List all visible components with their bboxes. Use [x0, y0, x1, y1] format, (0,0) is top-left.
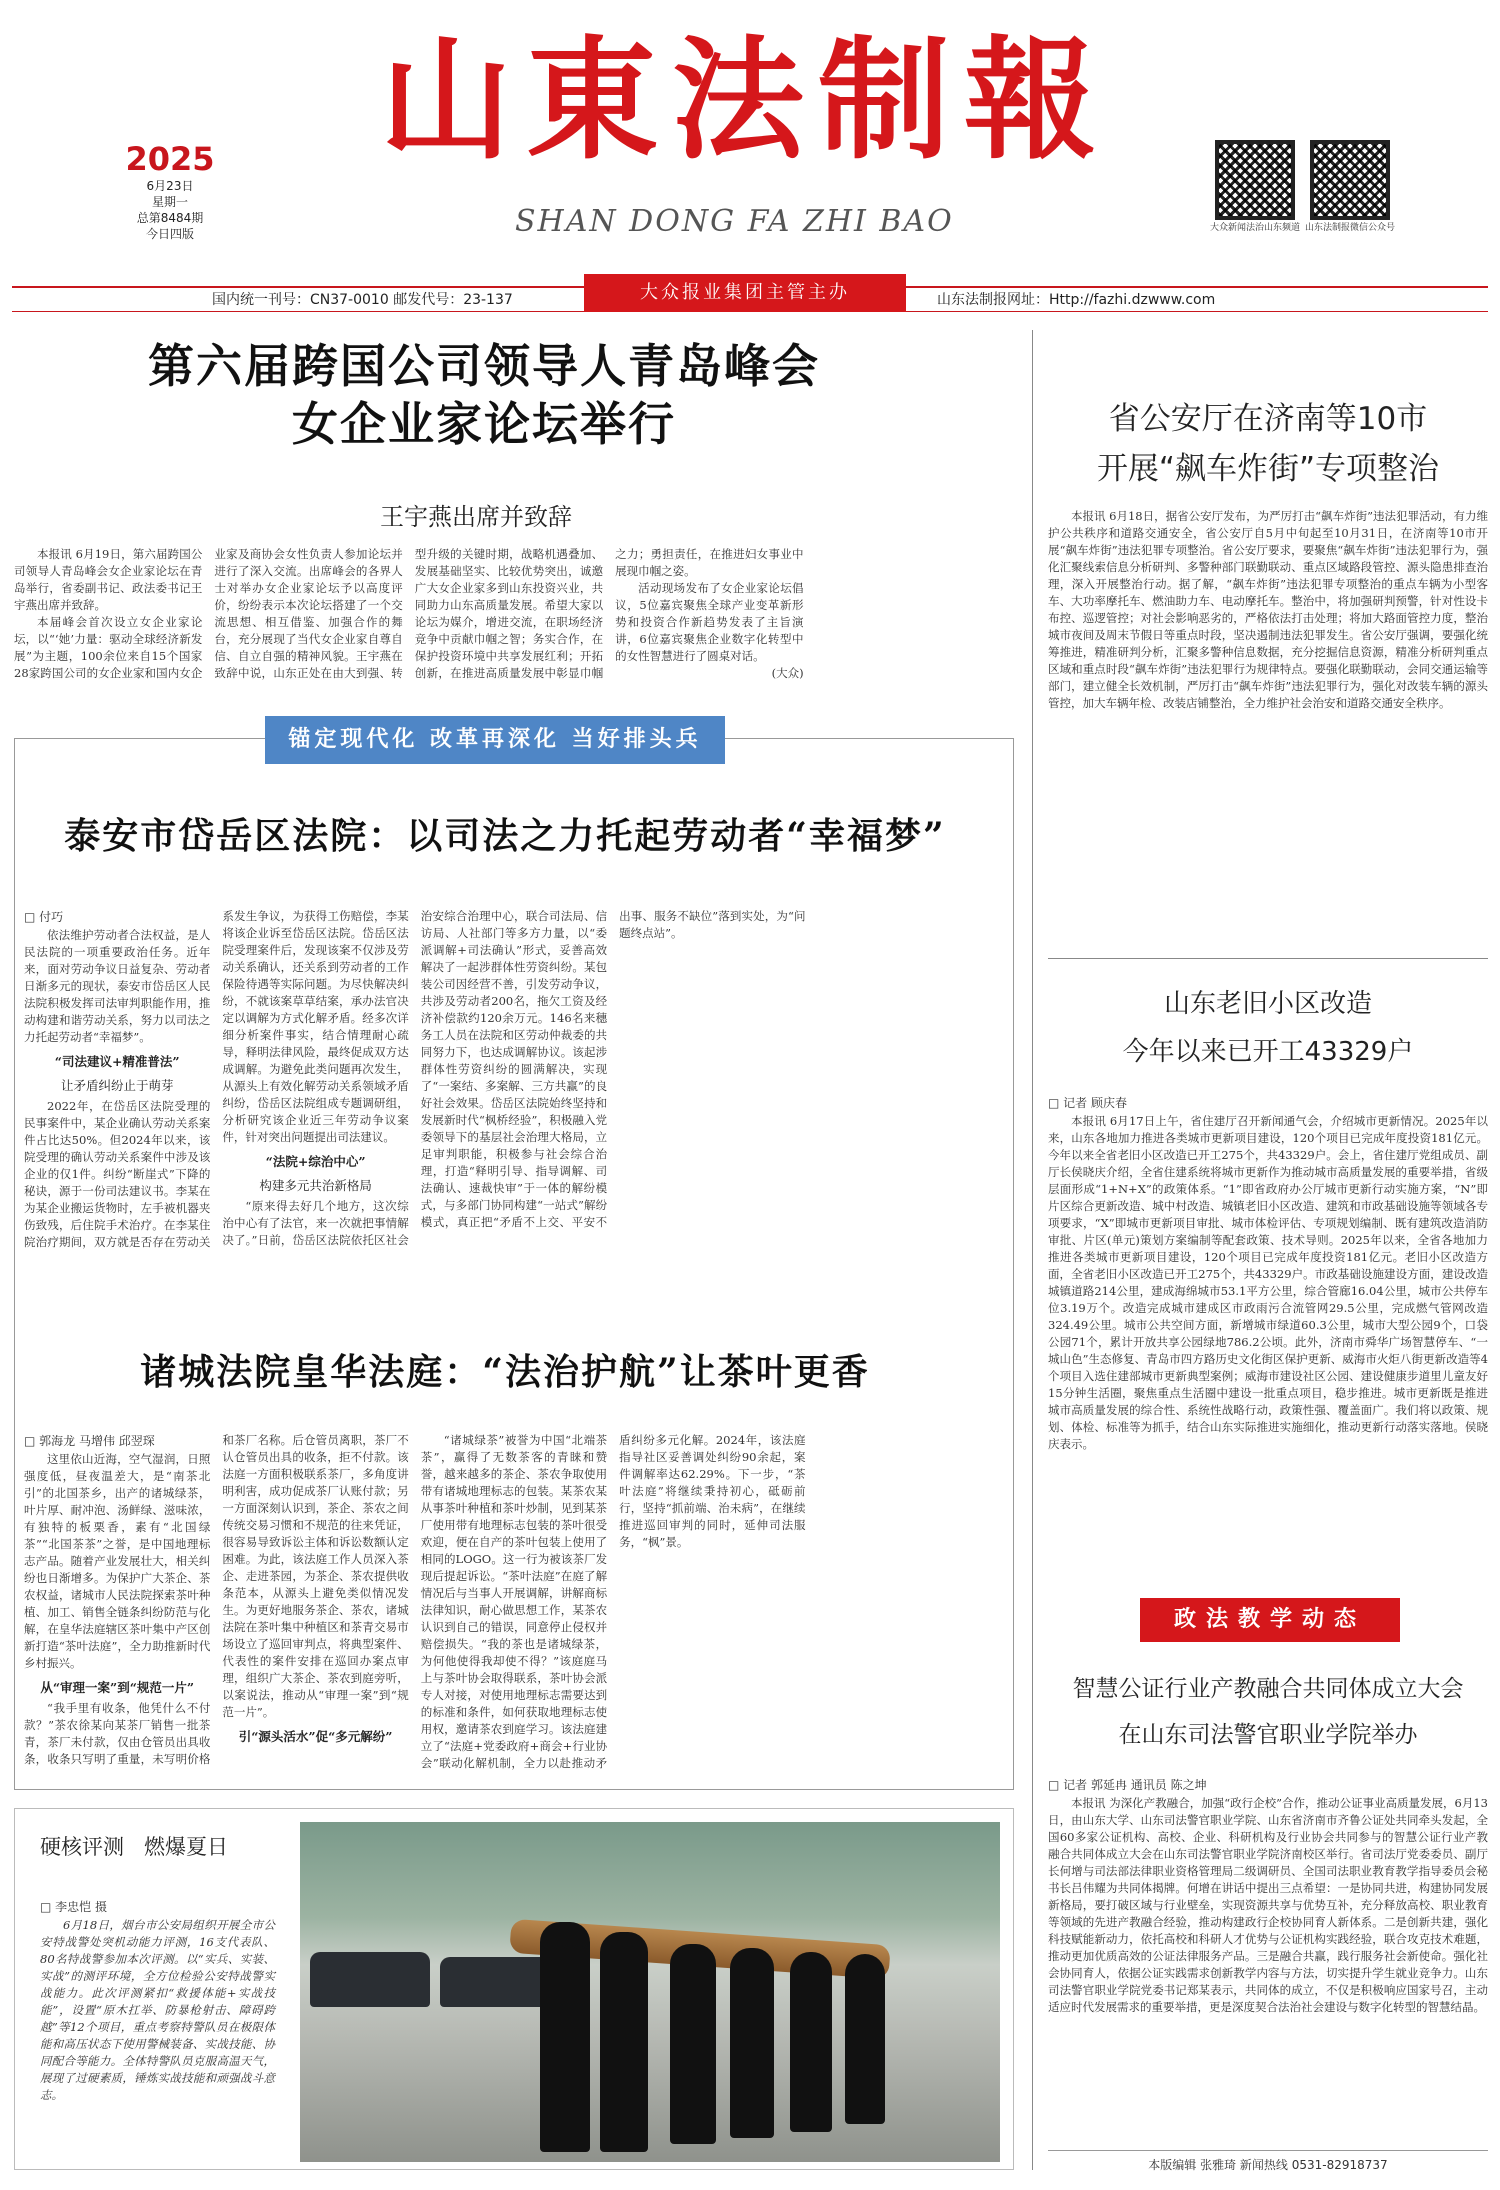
right2-headline — [1048, 980, 1488, 1090]
publisher-badge: 大众报业集团主管主办 — [584, 274, 906, 312]
article1-subhead: “法院+综治中心” — [265, 1154, 366, 1169]
right3-title-1: 智慧公证行业产教融合共同体成立大会 — [1072, 1676, 1464, 1702]
masthead — [380, 16, 1140, 239]
lead-body — [14, 546, 1004, 686]
article1-title: 泰安市岱岳区法院：以司法之力托起劳动者“幸福梦” — [64, 815, 946, 857]
special-police-officer — [600, 1932, 648, 2152]
right2-title-2: 今年以来已开工43329户 — [1122, 1037, 1414, 1067]
qr-block-2 — [1300, 140, 1400, 250]
training-photo — [300, 1822, 1000, 2162]
special-police-officer — [730, 1948, 774, 2138]
article1-subhead: “司法建议+精准普法” — [54, 1054, 180, 1069]
article1-byline: □ 付巧 — [24, 910, 64, 924]
police-vehicle — [440, 1957, 550, 2007]
qr-code-icon — [1310, 140, 1390, 220]
article2-body — [24, 1432, 1004, 1782]
qr-code-icon — [1215, 140, 1295, 220]
issue-year: 2025 — [125, 140, 215, 178]
article2-paragraph: “诸城绿茶”被誉为中国“北端茶茶”，赢得了无数茶客的青睐和赞誉，越来越多的茶企、茶农争取使用带有诸城地理标志的包装。某茶农某从事茶叶种植和茶叶炒制，见到某茶厂使用带有地理标志包装的茶叶很受欢迎，便在自产的茶叶包装上使用了相同的LOGO。这一行为被该茶厂发现后提起诉讼。“茶叶法庭”在庭了解情况后与当事人开展调解，讲解商标法律知识，耐心做思想工作，某茶农认识到自己的错误，同意停止侵权并赔偿损失。“我的茶也是诸城绿茶，为何他使得我却使不得？”该庭庭马上与茶叶协会取得联系，茶叶协会派专人对接，对使用地理标志需要达到的标准和条件，如何获取地理标志使用权，邀请茶农到庭学习。该法庭建立了“法庭+党委政府+商会+行业协会”联动化解机制，全力以赴推动矛盾纠纷多元化解。2024年，该法庭指导社区妥善调处纠纷90余起，案件调解率达62.29%。下一步，“茶叶法庭”将继续秉持初心，砥砺前行，坚持“抓前端、治未病”，在继续推进巡回审判的同时，延伸司法服务，“枫”景。 — [420, 1433, 806, 1770]
right1-title-2: 开展“飙车炸街”专项整治 — [1096, 451, 1440, 487]
photo-story-title-2: 燃爆夏日 — [144, 1835, 229, 1859]
special-police-officer — [845, 1954, 885, 2124]
qr-caption: 大众新闻法治山东频道 — [1209, 223, 1300, 233]
police-vehicle — [310, 1952, 430, 2007]
article1-paragraph: 2022年，在岱岳区法院受理的民事案件中，某企业确认劳动关系案件占比达50%。但2024年以来，该院受理的确认劳动关系案件中涉及该企业的仅1件。纠纷“断崖式”下降的秘诀，源于一份司法建议书。李某在为某企业搬运货物时，左手被机器夹伤致残，后住院手术治疗。在李某住院治疗期间，双方就是否存在劳动关系发生争议，为获得工伤赔偿，李某将该企业诉至岱岳区法院。岱岳区法院受理案件后，发现该案不仅涉及劳动关系确认，还关系到劳动者的工作保险待遇等实际问题。为尽快解决纠纷，不就该案草草结案，承办法官决定以调解为方式化解矛盾。经多次详细分析案件事实，结合情理耐心疏导，释明法律风险，最终促成双方达成调解。为避免此类问题再次发生，从源头上有效化解劳动关系领域矛盾纠纷，岱岳区法院组成专题调研组，分析研究该企业近三年劳动争议案件，针对突出问题提出司法建议。 — [24, 909, 409, 1249]
article1-body — [24, 908, 1004, 1263]
right2-body — [1048, 1094, 1488, 1578]
publication-codes: 国内统一刊号：CN37-0010 邮发代号：23-137 — [212, 292, 513, 308]
politics-education-banner: 政法教学动态 — [1140, 1598, 1400, 1642]
right3-paragraph: 本报讯 为深化产教融合，加强“政行企校”合作，推动公证事业高质量发展，6月13日，由山东大学、山东司法警官职业学院、山东省济南市齐鲁公证处共同牵头发起，全国60多家公证机构、高校、企业、科研机构及行业协会共同参与的智慧公证行业产教融合共同体成立大会在山东司法警官职业学院济南校区举行。省司法厅党委委员、副厅长何增与司法部法律职业资格管理局二级调研员、全国司法职业教育教学指导委员会秘书长吕伟耀为共同体揭牌。何增在讲话中提出三点希望：一是协同共进，构建协同发展新格局，要打破区域与行业壁垒，实现资源共享与优势互补，充分释放高校、职业教育等领域的先进产教融合经验，推动构建政行企校协同育人新体系。二是创新共建，强化科技赋能新动力，依托高校和科研人才优势与公证机构实践经验，联合攻克技术难题，推动更加优质高效的公证法律服务产品。三是融合共赢，践行服务社会新使命。强化社会协同育人，依据公证实践需求创新教学内容与方法，切实提升学生就业竞争力。山东司法警官职业学院党委书记郑某表示，共同体的成立，不仅是积极响应国家号召，主动适应时代发展需求的重要举措，更是深度契合法治社会建设与数字化转型的智慧结晶。 — [1048, 1796, 1488, 2014]
lead-paragraph: 本报讯 6月19日，第六届跨国公司领导人青岛峰会女企业家论坛在青岛举行，省委副书记、政法委书记王宇燕出席并致辞。 — [14, 547, 203, 612]
qr-caption: 山东法制报微信公众号 — [1304, 223, 1395, 233]
article2-paragraph: “我手里有收条，他凭什么不付款？”茶农徐某向某茶厂销售一批茶青，茶厂未付款，仅由仓管员出具收条，收条只写明了重量，未写明价格和茶厂名称。后仓管员离职，茶厂不认仓管员出具的收条，拒不付款。该法庭一方面积极联系茶厂，多角度讲明利害，成功促成茶厂认账付款；另一方面深刻认识到，茶企、茶农之间传统交易习惯和不规范的往来凭证，很容易导致诉讼主体和诉讼数额认定困难。为此，该法庭工作人员深入茶企、走进茶园，为茶企、茶农提供收条范本，从源头上避免类似情况发生。为更好地服务茶企、茶农，诸城法院在茶叶集中种植区和茶青交易市场设立了巡回审判点，将典型案件、代表性的案件安排在巡回办案点审理，组织广大茶企、茶农到庭旁听，以案说法，推动从“审理一案”到“规范一片”。 — [24, 1433, 409, 1766]
right-divider — [1048, 958, 1488, 959]
right3-title-2: 在山东司法警官职业学院举办 — [1118, 1722, 1418, 1748]
lead-title-line1: 第六届跨国公司领导人青岛峰会 — [148, 339, 820, 393]
article2-byline: □ 郭海龙 马增伟 邱翌琛 — [24, 1434, 155, 1448]
special-police-officer — [540, 1922, 590, 2152]
info-bar — [12, 282, 1488, 312]
qr-block-1 — [1205, 140, 1305, 250]
right2-title-1: 山东老旧小区改造 — [1163, 989, 1372, 1019]
right3-body — [1048, 1776, 1488, 2138]
photo-story-title-1: 硬核评测 — [40, 1835, 124, 1859]
issue-number: 总第8484期 — [136, 211, 204, 225]
photo-story-title — [40, 1832, 270, 1862]
article2-title: 诸城法院皇华法庭：“法治护航”让茶叶更香 — [140, 1351, 870, 1393]
article2-paragraph: 这里依山近海，空气湿润，日照强度低，昼夜温差大，是“南茶北引”的北国茶乡，出产的诸城绿茶，叶片厚、耐冲泡、汤鲜绿、滋味浓，有独特的板栗香，素有“北国绿茶”“北国茶茶”之誉，是中国地理标志产品。随着产业发展壮大，相关纠纷也日渐增多。为保护广大茶企、茶农权益，诸城市人民法院探索茶叶种植、加工、销售全链条纠纷防范与化解，在皇华法庭辖区茶叶集中产区创新打造“茶叶法庭”，全力助推新时代乡村振兴。 — [24, 1452, 211, 1670]
lead-paragraph: 活动现场发布了女企业家论坛倡议，5位嘉宾聚焦全球产业变革新形势和投资合作新趋势发表了主旨演讲，6位嘉宾聚焦企业数字化转型中的女性智慧进行了圆桌对话。 — [615, 581, 804, 663]
right3-headline — [1048, 1666, 1488, 1776]
right1-headline — [1048, 394, 1488, 504]
special-police-officer — [670, 1944, 716, 2144]
photo-story-body — [40, 1898, 275, 2160]
photo-story-byline: □ 李忠恺 摄 — [40, 1900, 107, 1914]
lead-source: (大众) — [771, 666, 804, 680]
lead-paragraph: 本届峰会首次设立女企业家论坛，以“‘她’力量：驱动全球经济新发展”为主题，100余位来自15个国家28家跨国公司的女企业家和国内女企业家及商协会女性负责人参加论坛并进行了深入交流。出席峰会的各界人士对举办女企业家论坛予以高度评价，纷纷表示本次论坛搭建了一个交流思想、相互借鉴、加强合作的舞台，充分展现了当代女企业家自尊自信、自立自强的精神风貌。王宇燕在致辞中说，山东正处在由大到强、转型升级的关键时期，战略机遇叠加、发展基础坚实、比较优势突出，诚邀广大女企业家多到山东投资兴业，共同助力山东高质量发展。希望大家以论坛为媒介，增进交流，在职场经济竞争中贡献巾帼之智；务实合作，在保护投资环境中共享发展红利；开拓创新，在推进高质量发展中彰显巾帼之力；勇担责任，在推进妇女事业中展现巾帼之姿。 — [14, 547, 804, 680]
right1-body — [1048, 508, 1488, 942]
issue-pages: 今日四版 — [145, 227, 194, 241]
special-police-officer — [790, 1952, 832, 2132]
article2-headline — [20, 1350, 1010, 1414]
column-divider — [1032, 330, 1033, 2170]
issue-weekday: 星期一 — [151, 195, 188, 209]
article1-paragraph: 依法维护劳动者合法权益，是人民法院的一项重要政治任务。近年来，面对劳动争议日益复杂、劳动者日渐多元的现状，泰安市岱岳区人民法院积极发挥司法审判职能作用，推动构建和谐劳动关系，努力以司法之力托起劳动者“幸福梦”。 — [24, 928, 211, 1044]
article1-headline — [20, 814, 1010, 884]
lead-subtitle: 王宇燕出席并致辞 — [380, 503, 572, 531]
photo-story-caption: 6月18日，烟台市公安局组织开展全市公安特战警处突机动能力评测，16支代表队、80名特战警参加本次评测。以“实兵、实装、实战”的测评环境，全方位检验公安特战警实战能力。此次评测紧扣“救援体能+实战技能”，设置“原木扛举、防暴枪射击、障碍跨越”等12个项目，重点考察特警队员在极限体能和高压状态下使用警械装备、实战技能、协同配合等能力。全体特警队员克服高温天气，展现了过硬素质，锤炼实战技能和顽强战斗意志。 — [40, 1918, 275, 2102]
article2-subhead: 从“审理一案”到“规范一片” — [40, 1680, 195, 1695]
date-box — [120, 140, 220, 250]
article1-paragraph: “原来得去好几个地方，这次综治中心有了法官，来一次就把事情解决了。”日前，岱岳区法院依托区社会治安综合治理中心，联合司法局、信访局、人社部门等多方力量，以“委派调解+司法确认”形式，妥善高效解决了一起涉群体性劳资纠纷。某包装公司因经营不善，引发劳动争议，共涉及劳动者200名，拖欠工资及经济补偿款约120余万元。146名来穗务工人员在法院和区劳动仲裁委的共同努力下，也达成调解协议。该起涉群体性劳资纠纷的圆满解决，实现了“一案结、多案解、三方共赢”的良好社会效果。岱岳区法院始终坚持和发展新时代“枫桥经验”，积极融入党委领导下的基层社会治理大格局，立足审判职能，积极参与社会综合治理，打造“释明引导、指导调解、司法确认、速裁快审”于一体的解纷模式，与多部门协同构建“一站式”解纷模式，真正把“矛盾不上交、平安不出事、服务不缺位”落到实处，为“问题终点站”。 — [222, 909, 806, 1247]
website-link[interactable]: 山东法制报网址：Http://fazhi.dzwww.com — [937, 292, 1216, 308]
lead-headline-block — [14, 338, 1014, 478]
right1-title-1: 省公安厅在济南等10市 — [1108, 401, 1428, 437]
right1-paragraph: 本报讯 6月18日，据省公安厅发布，为严厉打击“飙车炸街”违法犯罪活动，有力维护公共秩序和道路交通安全，省公安厅自5月中旬起至10月31日，在济南等10市开展“飙车炸街”违法犯罪专项整治。省公安厅要求，要聚焦“飙车炸街”违法犯罪行为，强化汇聚线索信息分析研判、多警种部门联勤联动、重点区域路段管控、源头隐患排查治理，深入开展整治行动。据了解，“飙车炸街”违法犯罪专项整治的重点车辆为小型客车、大功率摩托车、燃油助力车、电动摩托车。整治中，将加强研判预警，针对性设卡布控、巡逻管控；对社会影响恶劣的，严格依法打击处理；将加大路面管控力度，整治城市夜间及周末节假日等重点时段，坚决遏制违法犯罪发生。省公安厅强调，要强化统筹推进，精准研判分析，汇聚多警种信息数据，充分挖掘信息资源，精准分析研判重点区域和重点时段“飙车炸街”违法犯罪行为规律特点。要强化联勤联动，会同交通运输等部门，建立健全长效机制，严厉打击“飙车炸街”违法犯罪行为，强化对改装车辆的源头管控，加大车辆年检、改装店铺整治，全力维护社会治安和道路交通安全秩序。 — [1048, 509, 1488, 710]
article1-subhead: 让矛盾纠纷止于萌芽 — [60, 1078, 174, 1093]
newspaper-title: 山東法制報 — [380, 23, 1110, 178]
editor-hotline: 本版编辑 张雅琦 新闻热线 0531-82918737 — [1148, 2158, 1388, 2172]
right2-paragraph: 本报讯 6月17日上午，省住建厅召开新闻通气会，介绍城市更新情况。2025年以来，山东各地加力推进各类城市更新项目建设，120个项目已完成年度投资181亿元。今年以来全省老旧小区改造已开工275个，共43329户。会上，省住建厅党组成员、副厅长侯晓庆介绍，全省住建系统将城市更新作为推动城市高质量发展的重要举措，省级层面形成“1+N+X”的政策体系。“1”即省政府办公厅城市更新行动实施方案，“N”即片区综合更新改造、城中村改造、城镇老旧小区改造、建筑和市政基础设施等领域各专项要求，“X”即城市更新项目审批、城市体检评估、专项规划编制、既有建筑改造消防审批、片区(单元)策划方案编制等配套政策、技术导则。2025年以来，全省各地加力推进各类城市更新项目建设，120个项目已完成年度投资181亿元。老旧小区改造方面，全省老旧小区改造已开工275个，共43329户。市政基础设施建设方面，建设改造城镇道路214公里，建成海绵城市53.1平方公里，综合管廊16.04公里，城市公共停车位3.19万个。改造完成城市建成区市政雨污合流管网29.5公里，完成燃气管网改造324.49公里。城市公共空间方面，新增城市绿道60.3公里，城市大型公园9个，口袋公园71个，累计开放共享公园绿地786.2公顷。此外，济南市舜华广场智慧停车、“一城山色”生态修复、青岛市四方路历史文化街区保护更新、威海市火炬八街更新改造等4个项目入选住建部城市更新典型案例；威海市建设社区公园、建设健康步道里儿童友好15分钟生活圈，聚焦重点生活圈中建设一批重点项目，稳步推进。城市更新既是推进城市高质量发展的综合性、系统性战略行动，政策性强、覆盖面广。我们将以政策、规划、体检、标准等为抓手，结合山东实际推进实施细化，推动更新行动落实落地。侯晓庆表示。 — [1048, 1114, 1488, 1451]
right2-byline: □ 记者 顾庆春 — [1048, 1096, 1127, 1110]
right3-byline: □ 记者 郭延冉 通讯员 陈之坤 — [1048, 1778, 1207, 1792]
article1-subhead: 构建多元共治新格局 — [259, 1178, 372, 1193]
newspaper-pinyin: SHAN DONG FA ZHI BAO — [515, 204, 954, 239]
section-banner: 锚定现代化 改革再深化 当好排头兵 — [265, 716, 725, 764]
lead-title-line2: 女企业家论坛举行 — [292, 396, 676, 451]
article2-subhead: 引“源头活水”促“多元解纷” — [238, 1729, 393, 1744]
issue-day: 6月23日 — [146, 179, 194, 193]
page-footer — [1048, 2150, 1488, 2178]
